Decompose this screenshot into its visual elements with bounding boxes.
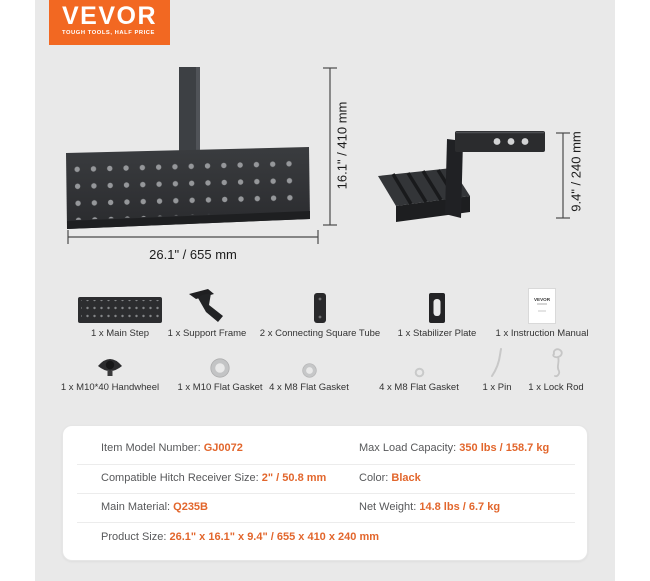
side-view xyxy=(378,131,545,222)
part-square-tube xyxy=(250,288,390,339)
step-plate-holes xyxy=(74,153,303,220)
arm-hole xyxy=(494,138,501,145)
part-instruction-manual xyxy=(486,288,598,339)
spec-value: Black xyxy=(391,472,421,484)
part-label: 1 x Pin xyxy=(482,382,512,393)
spec-label: Color: xyxy=(359,472,392,484)
part-pin xyxy=(472,350,522,393)
spec-value: GJ0072 xyxy=(203,442,243,454)
divider xyxy=(77,464,575,465)
spec-max-load xyxy=(359,442,549,454)
front-view xyxy=(66,67,310,229)
spec-table xyxy=(62,425,588,561)
arm-hole xyxy=(508,138,515,145)
part-label: 1 x Support Frame xyxy=(167,328,247,339)
instruction-manual-icon xyxy=(528,288,556,324)
hitch-tube-highlight xyxy=(196,67,200,159)
part-label: 1 x Lock Rod xyxy=(528,382,584,393)
spec-label: Product Size: xyxy=(101,531,170,543)
spec-label: Main Material: xyxy=(101,501,174,513)
spec-value: 14.8 lbs / 6.7 kg xyxy=(419,501,501,513)
part-label: 4 x M8 Flat Gasket xyxy=(269,382,349,393)
part-handwheel xyxy=(55,350,165,393)
spec-value: 26.1" x 16.1" x 9.4" / 655 x 410 x 240 mm xyxy=(169,531,380,543)
spec-material xyxy=(101,501,208,513)
brand-name: VEVOR xyxy=(62,2,158,30)
gasket-medium-icon xyxy=(302,350,317,378)
part-m8-gasket-a xyxy=(262,350,356,393)
spec-color xyxy=(359,472,421,484)
divider xyxy=(77,522,575,523)
handwheel-icon xyxy=(97,350,123,378)
product-dimension-drawing xyxy=(50,60,580,275)
main-step-icon xyxy=(77,288,163,324)
spec-product-size xyxy=(101,531,379,543)
part-m10-gasket xyxy=(170,350,270,393)
part-stabilizer-plate xyxy=(382,288,492,339)
part-m8-gasket-b xyxy=(372,350,466,393)
part-label: 1 x Stabilizer Plate xyxy=(397,328,477,339)
width-dimension-label: 26.1" / 655 mm xyxy=(149,247,237,262)
depth-dimension-label: 9.4" / 240 mm xyxy=(568,131,584,212)
gasket-small-icon xyxy=(414,350,425,378)
spec-item-model xyxy=(101,442,243,454)
spec-net-weight xyxy=(359,501,500,513)
support-frame-icon xyxy=(184,288,230,324)
gasket-large-icon xyxy=(210,350,230,378)
lock-rod-icon xyxy=(547,350,565,378)
spec-value: Q235B xyxy=(173,501,208,513)
width-dimension-line xyxy=(68,230,318,244)
square-tube-icon xyxy=(313,288,327,324)
pin-icon xyxy=(490,350,504,378)
spec-value: 350 lbs / 158.7 kg xyxy=(459,442,550,454)
part-label: 1 x M10 Flat Gasket xyxy=(177,382,263,393)
divider xyxy=(77,493,575,494)
arm-hole xyxy=(522,138,529,145)
part-label: 2 x Connecting Square Tube xyxy=(259,328,381,339)
svg-text:VEVOR: VEVOR xyxy=(533,297,551,302)
part-label: 1 x M10*40 Handwheel xyxy=(60,382,160,393)
spec-label: Max Load Capacity: xyxy=(359,442,460,454)
part-support-frame xyxy=(152,288,262,339)
spec-receiver-size xyxy=(101,472,326,484)
brand-tagline: TOUGH TOOLS, HALF PRICE xyxy=(62,30,155,36)
stabilizer-plate-icon xyxy=(428,288,446,324)
height-dimension-label: 16.1" / 410 mm xyxy=(334,101,350,190)
spec-label: Compatible Hitch Receiver Size: xyxy=(101,472,262,484)
spec-label: Item Model Number: xyxy=(101,442,204,454)
spec-label: Net Weight: xyxy=(359,501,420,513)
part-label: 1 x Instruction Manual xyxy=(495,328,589,339)
part-label: 1 x Main Step xyxy=(90,328,150,339)
part-label: 4 x M8 Flat Gasket xyxy=(379,382,459,393)
part-lock-rod xyxy=(524,350,588,393)
spec-value: 2" / 50.8 mm xyxy=(261,472,327,484)
brand-logo xyxy=(49,0,170,45)
